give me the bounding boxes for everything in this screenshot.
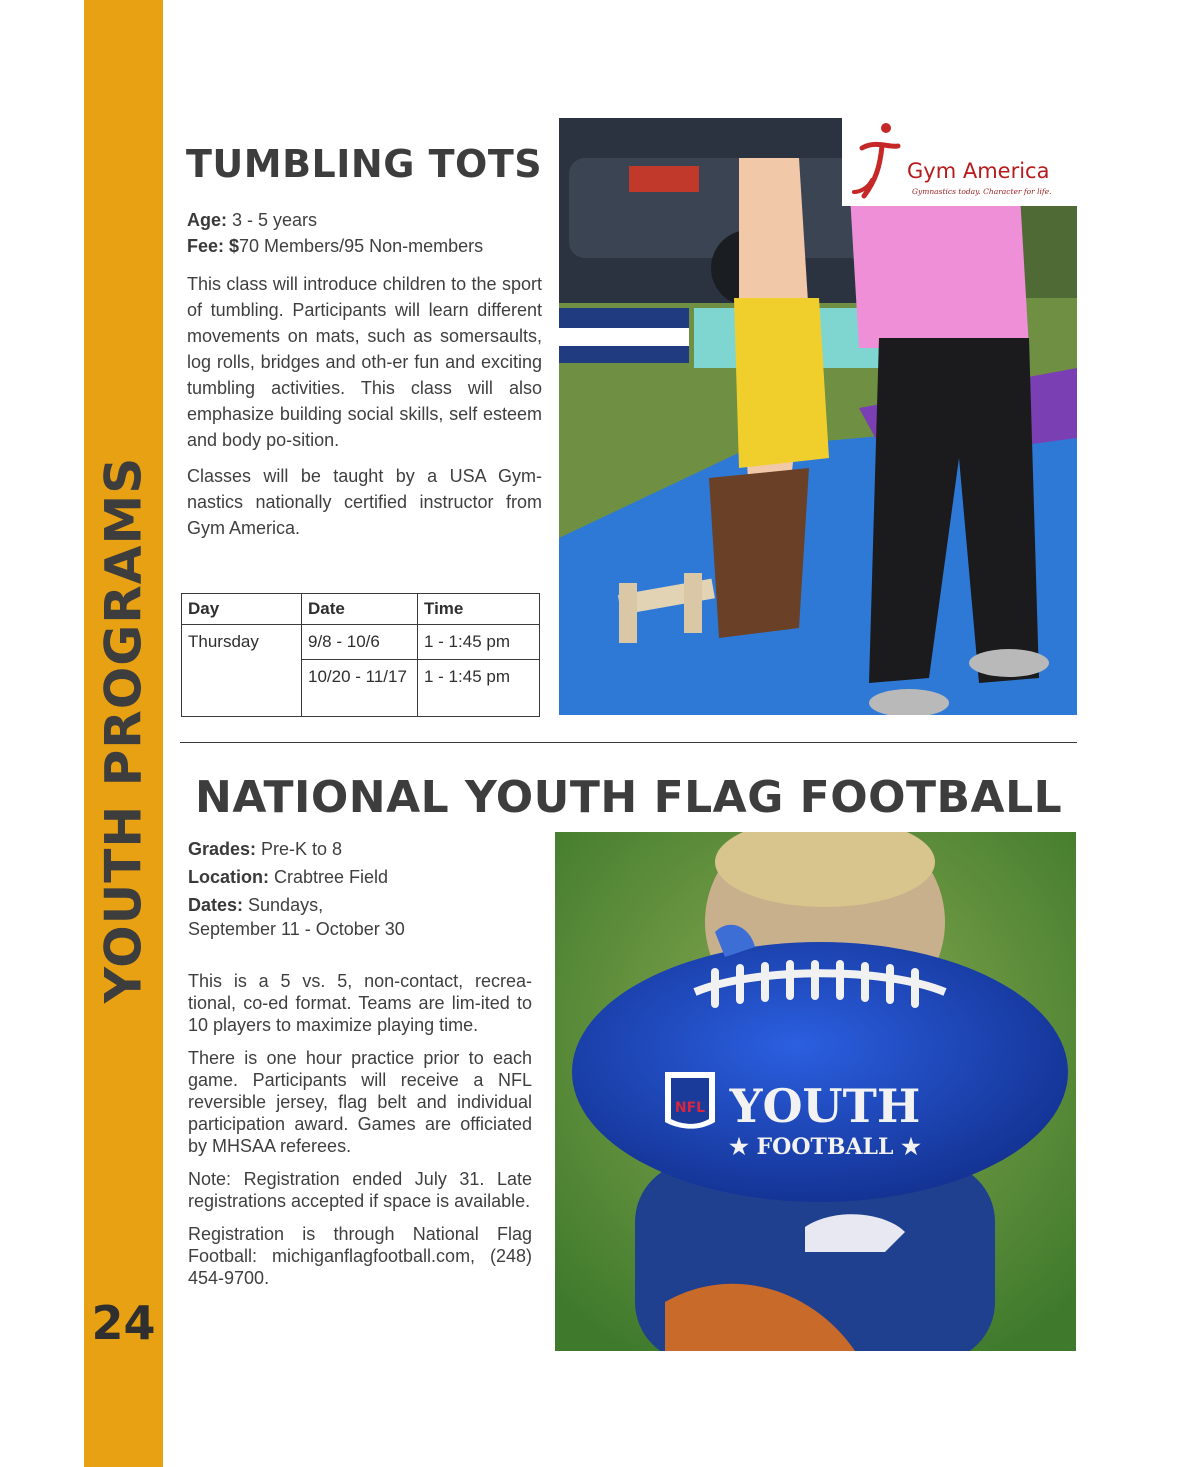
fee-value: 70 Members/95 Non-members [239,236,484,256]
registration-info: Registration is through National Flag Football: michiganflagfootball.com, (248) 454-9700. [188,1224,532,1288]
dates-label: Dates: [188,895,244,915]
table-row [182,625,540,660]
location-label: Location: [188,867,269,887]
registration-note: Note: Registration ended July 31. Late registrations accepted if space is available. [188,1169,532,1211]
dates-range: September 11 - October 30 [188,919,405,939]
tumbling-schedule-table [181,593,540,717]
tumbling-photo [559,118,1077,715]
tumbling-tots-heading: TUMBLING TOTS [186,142,543,186]
dates-line [188,893,548,917]
practice-paragraph: There is one hour practice prior to each game. Participants will receive a NFL reversible jersey, flag belt and individual participation award. Games are officiated by MHSAA referees. [188,1048,532,1156]
nfl-badge-text: NFL [674,1100,706,1116]
logo-tagline: Gymnastics today. Character for life. [912,187,1052,196]
format-paragraph: This is a 5 vs. 5, non-contact, recrea-tional, co-ed format. Teams are lim-ited to 10 players to maximize playing time. [188,971,532,1035]
date-cell: 9/8 - 10/6 [302,625,418,660]
ball-text-youth: YOUTH [729,1079,921,1133]
sidebar-title-wrap [84,450,163,1010]
table-header-row [182,594,540,625]
tumbling-description: This class will introduce children to the sport of tumbling. Participants will learn different movements on mats, such as somersaults, log rolls, bridges and oth-er fun and exciting tumbling activities. This class will also emphasize building social skills, self esteem and body po-sition. [187,274,542,450]
column-header-date: Date [302,594,418,625]
page-number: 24 [91,1296,156,1350]
tumbling-details [187,207,542,551]
dates-value: Sundays, [243,895,324,915]
column-header-time: Time [418,594,540,625]
logo-name: Gym America [907,159,1050,183]
ball-text-football: ★ FOOTBALL ★ [729,1134,921,1160]
flag-football-details [188,837,548,941]
flag-football-body [188,970,532,1300]
grades-value: Pre-K to 8 [256,839,343,859]
gym-america-logo [842,118,1078,206]
age-label: Age: [187,210,227,230]
grades-label: Grades: [188,839,257,859]
time-cell: 1 - 1:45 pm [418,625,540,660]
grades-line [188,837,548,861]
section-divider [180,742,1077,743]
location-line [188,865,548,889]
day-cell: Thursday [182,625,302,717]
time-cell: 1 - 1:45 pm [418,660,540,717]
location-value: Crabtree Field [269,867,389,887]
tumbling-instructor-note: Classes will be taught by a USA Gym-nastics nationally certified instructor from Gym America. [187,466,542,538]
age-value: 3 - 5 years [227,210,318,230]
age-line [187,207,542,233]
section-title-vertical: YOUTH PROGRAMS [94,456,153,1004]
fee-label: Fee: $ [187,236,240,256]
flag-football-heading: NATIONAL YOUTH FLAG FOOTBALL [195,772,1063,823]
date-cell: 10/20 - 11/17 [302,660,418,717]
column-header-day: Day [182,594,302,625]
fee-line [187,233,542,259]
flag-football-photo [555,832,1076,1351]
